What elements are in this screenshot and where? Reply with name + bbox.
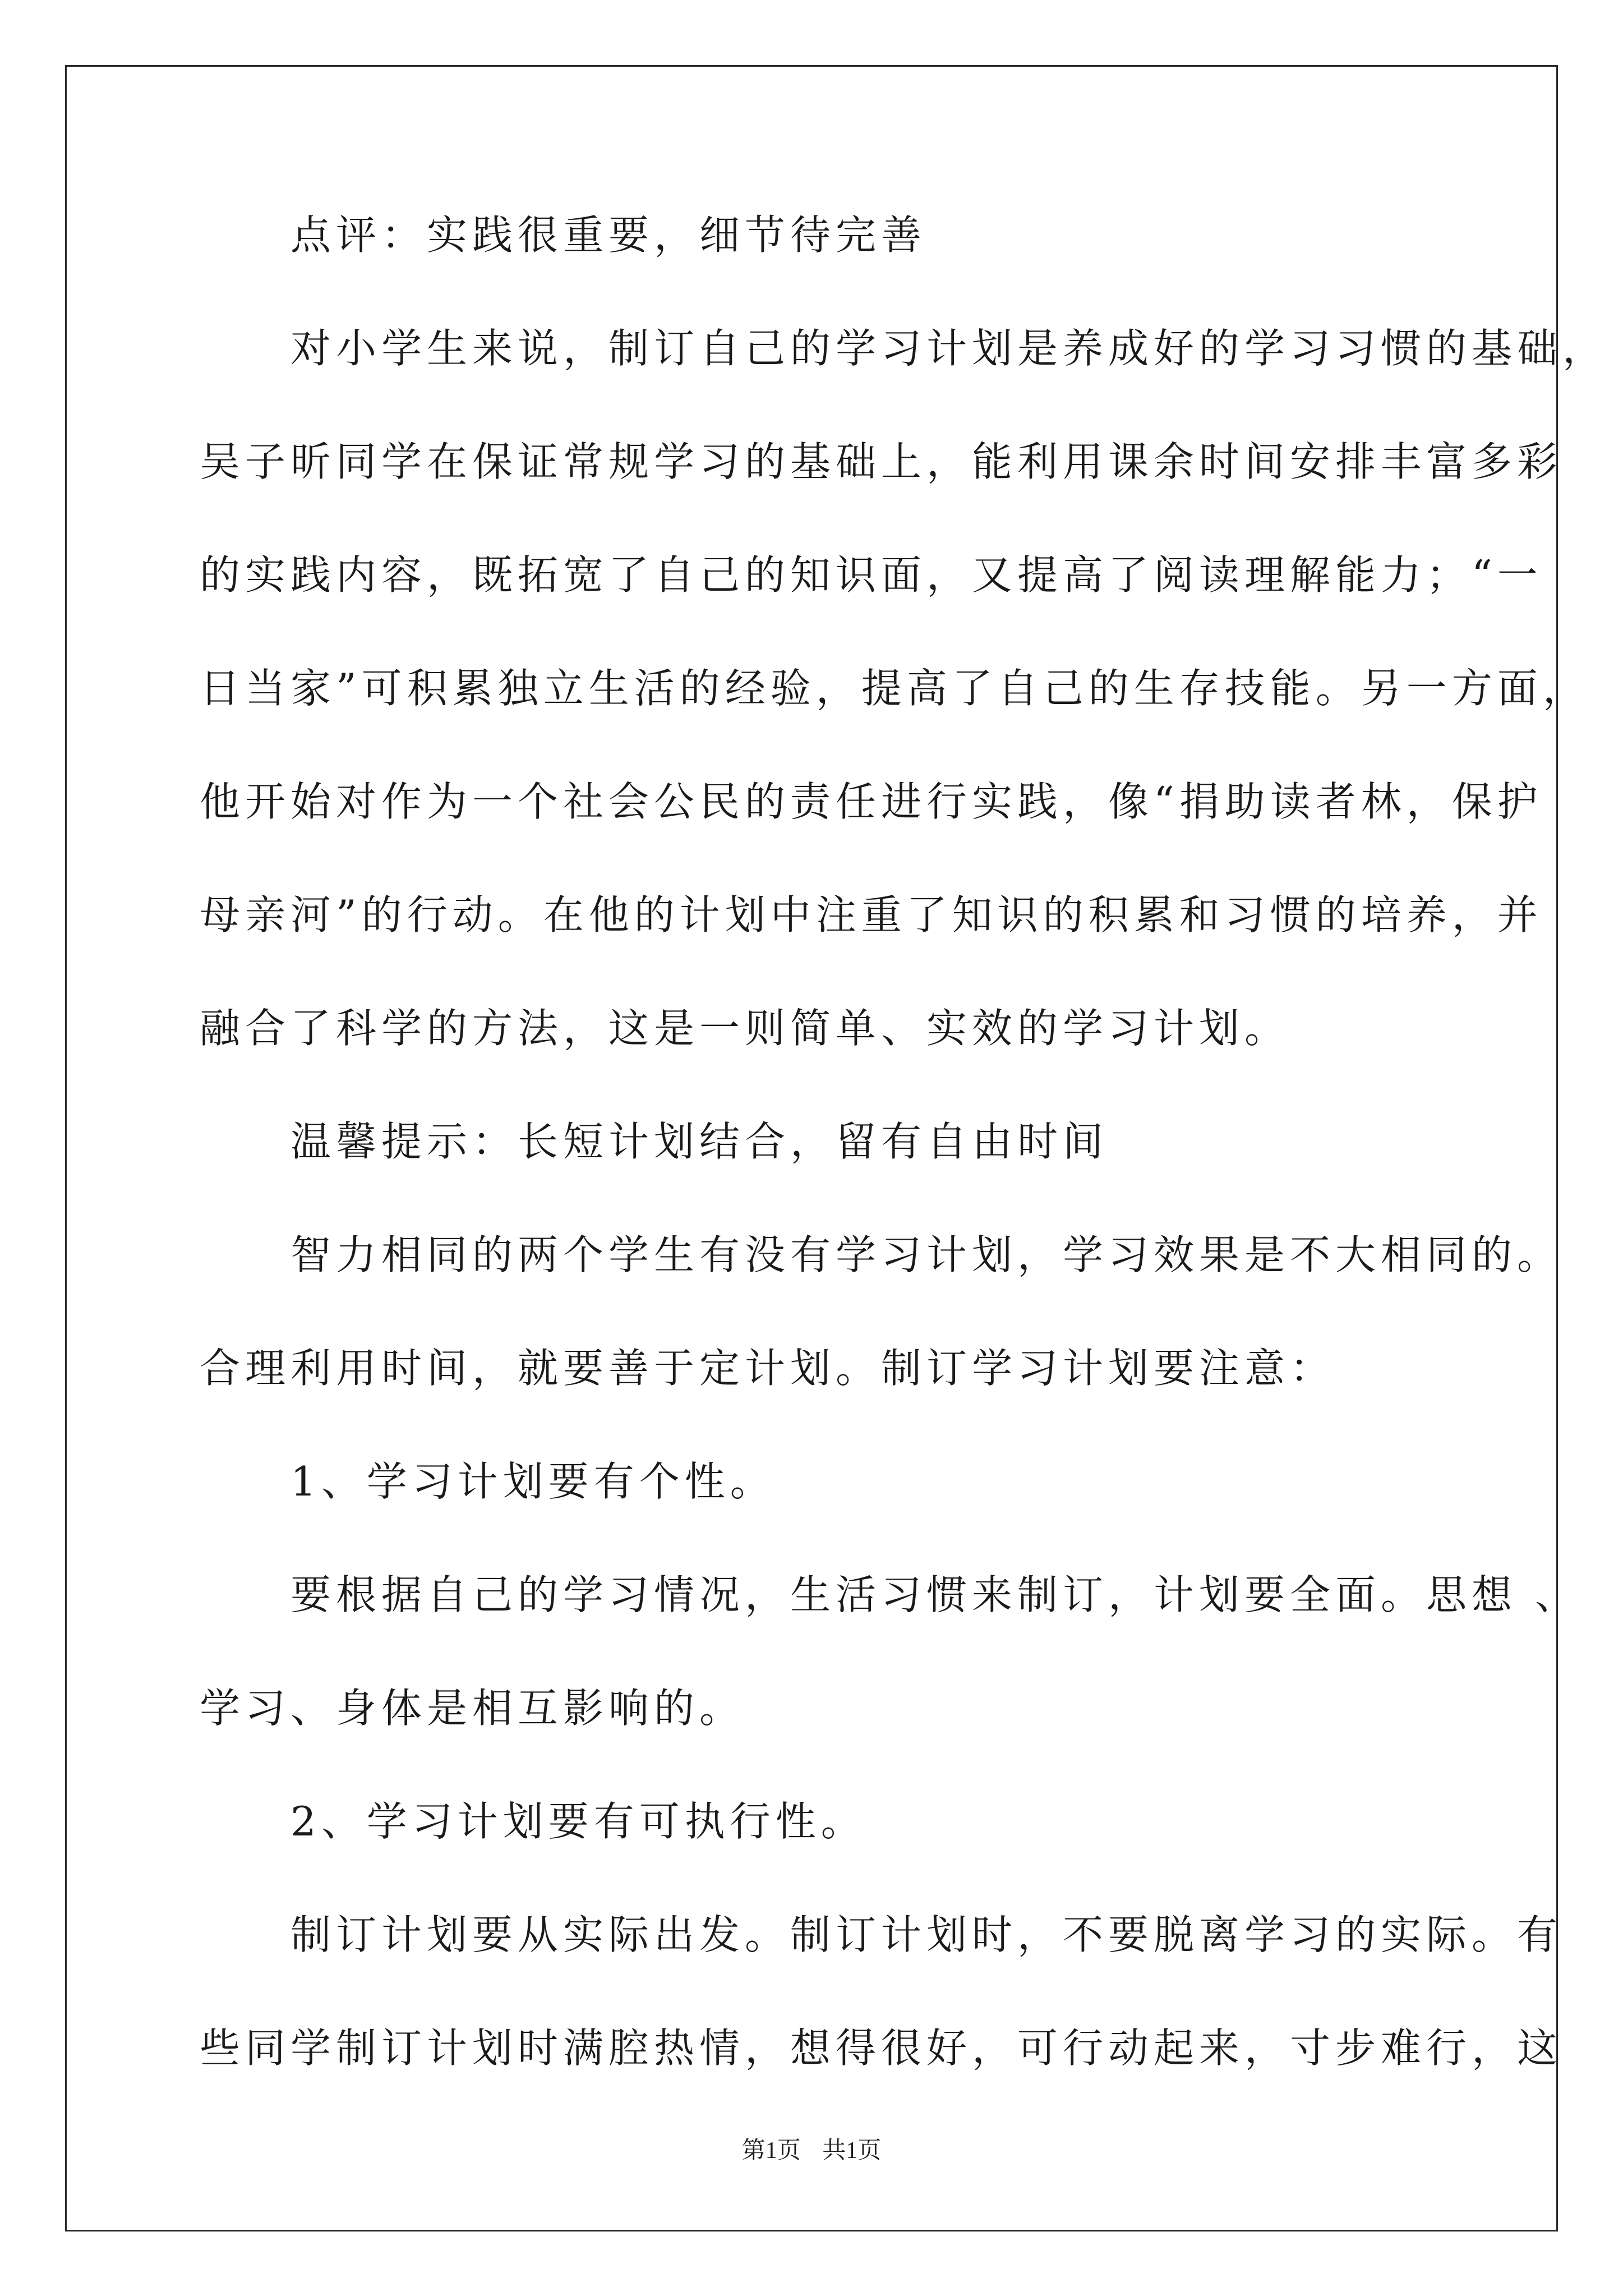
page-number-total: 共1页 [822, 2138, 882, 2164]
text-line: 点评：实践很重要，细节待完善 [200, 211, 927, 259]
text-line: 日当家”可积累独立生活的经验，提高了自己的生存技能。另一方面， [200, 665, 1588, 712]
text-line: 的实践内容，既拓宽了自己的知识面，又提高了阅读理解能力；“一 [200, 551, 1543, 599]
text-line: 1、学习计划要有个性。 [200, 1458, 776, 1505]
text-line: 智力相同的两个学生有没有学习计划，学习效果是不大相同的。 [200, 1231, 1563, 1278]
text-line: 合理利用时间，就要善于定计划。制订学习计划要注意： [200, 1345, 1336, 1392]
text-line: 对小学生来说，制订自己的学习计划是养成好的学习习惯的基础， [200, 325, 1608, 372]
text-line: 吴子昕同学在保证常规学习的基础上，能利用课余时间安排丰富多彩 [200, 438, 1563, 485]
text-line: 要根据自己的学习情况，生活习惯来制订，计划要全面。思想 、 [200, 1571, 1580, 1618]
text-line: 学习、身体是相互影响的。 [200, 1685, 745, 1732]
text-line: 2、学习计划要有可执行性。 [200, 1798, 866, 1845]
text-line: 制订计划要从实际出发。制订计划时，不要脱离学习的实际。有 [200, 1911, 1563, 1958]
text-line: 温馨提示：长短计划结合，留有自由时间 [200, 1118, 1109, 1165]
text-line: 母亲河”的行动。在他的计划中注重了知识的积累和习惯的培养，并 [200, 891, 1543, 938]
page-footer [0, 2132, 1623, 2165]
text-line: 融合了科学的方法，这是一则简单、实效的学习计划。 [200, 1005, 1290, 1052]
text-line: 些同学制订计划时满腔热情，想得很好，可行动起来，寸步难行，这 [200, 2024, 1563, 2072]
text-line: 他开始对作为一个社会公民的责任进行实践，像“捐助读者林，保护 [200, 778, 1543, 825]
page-number-current: 第1页 [741, 2138, 801, 2164]
